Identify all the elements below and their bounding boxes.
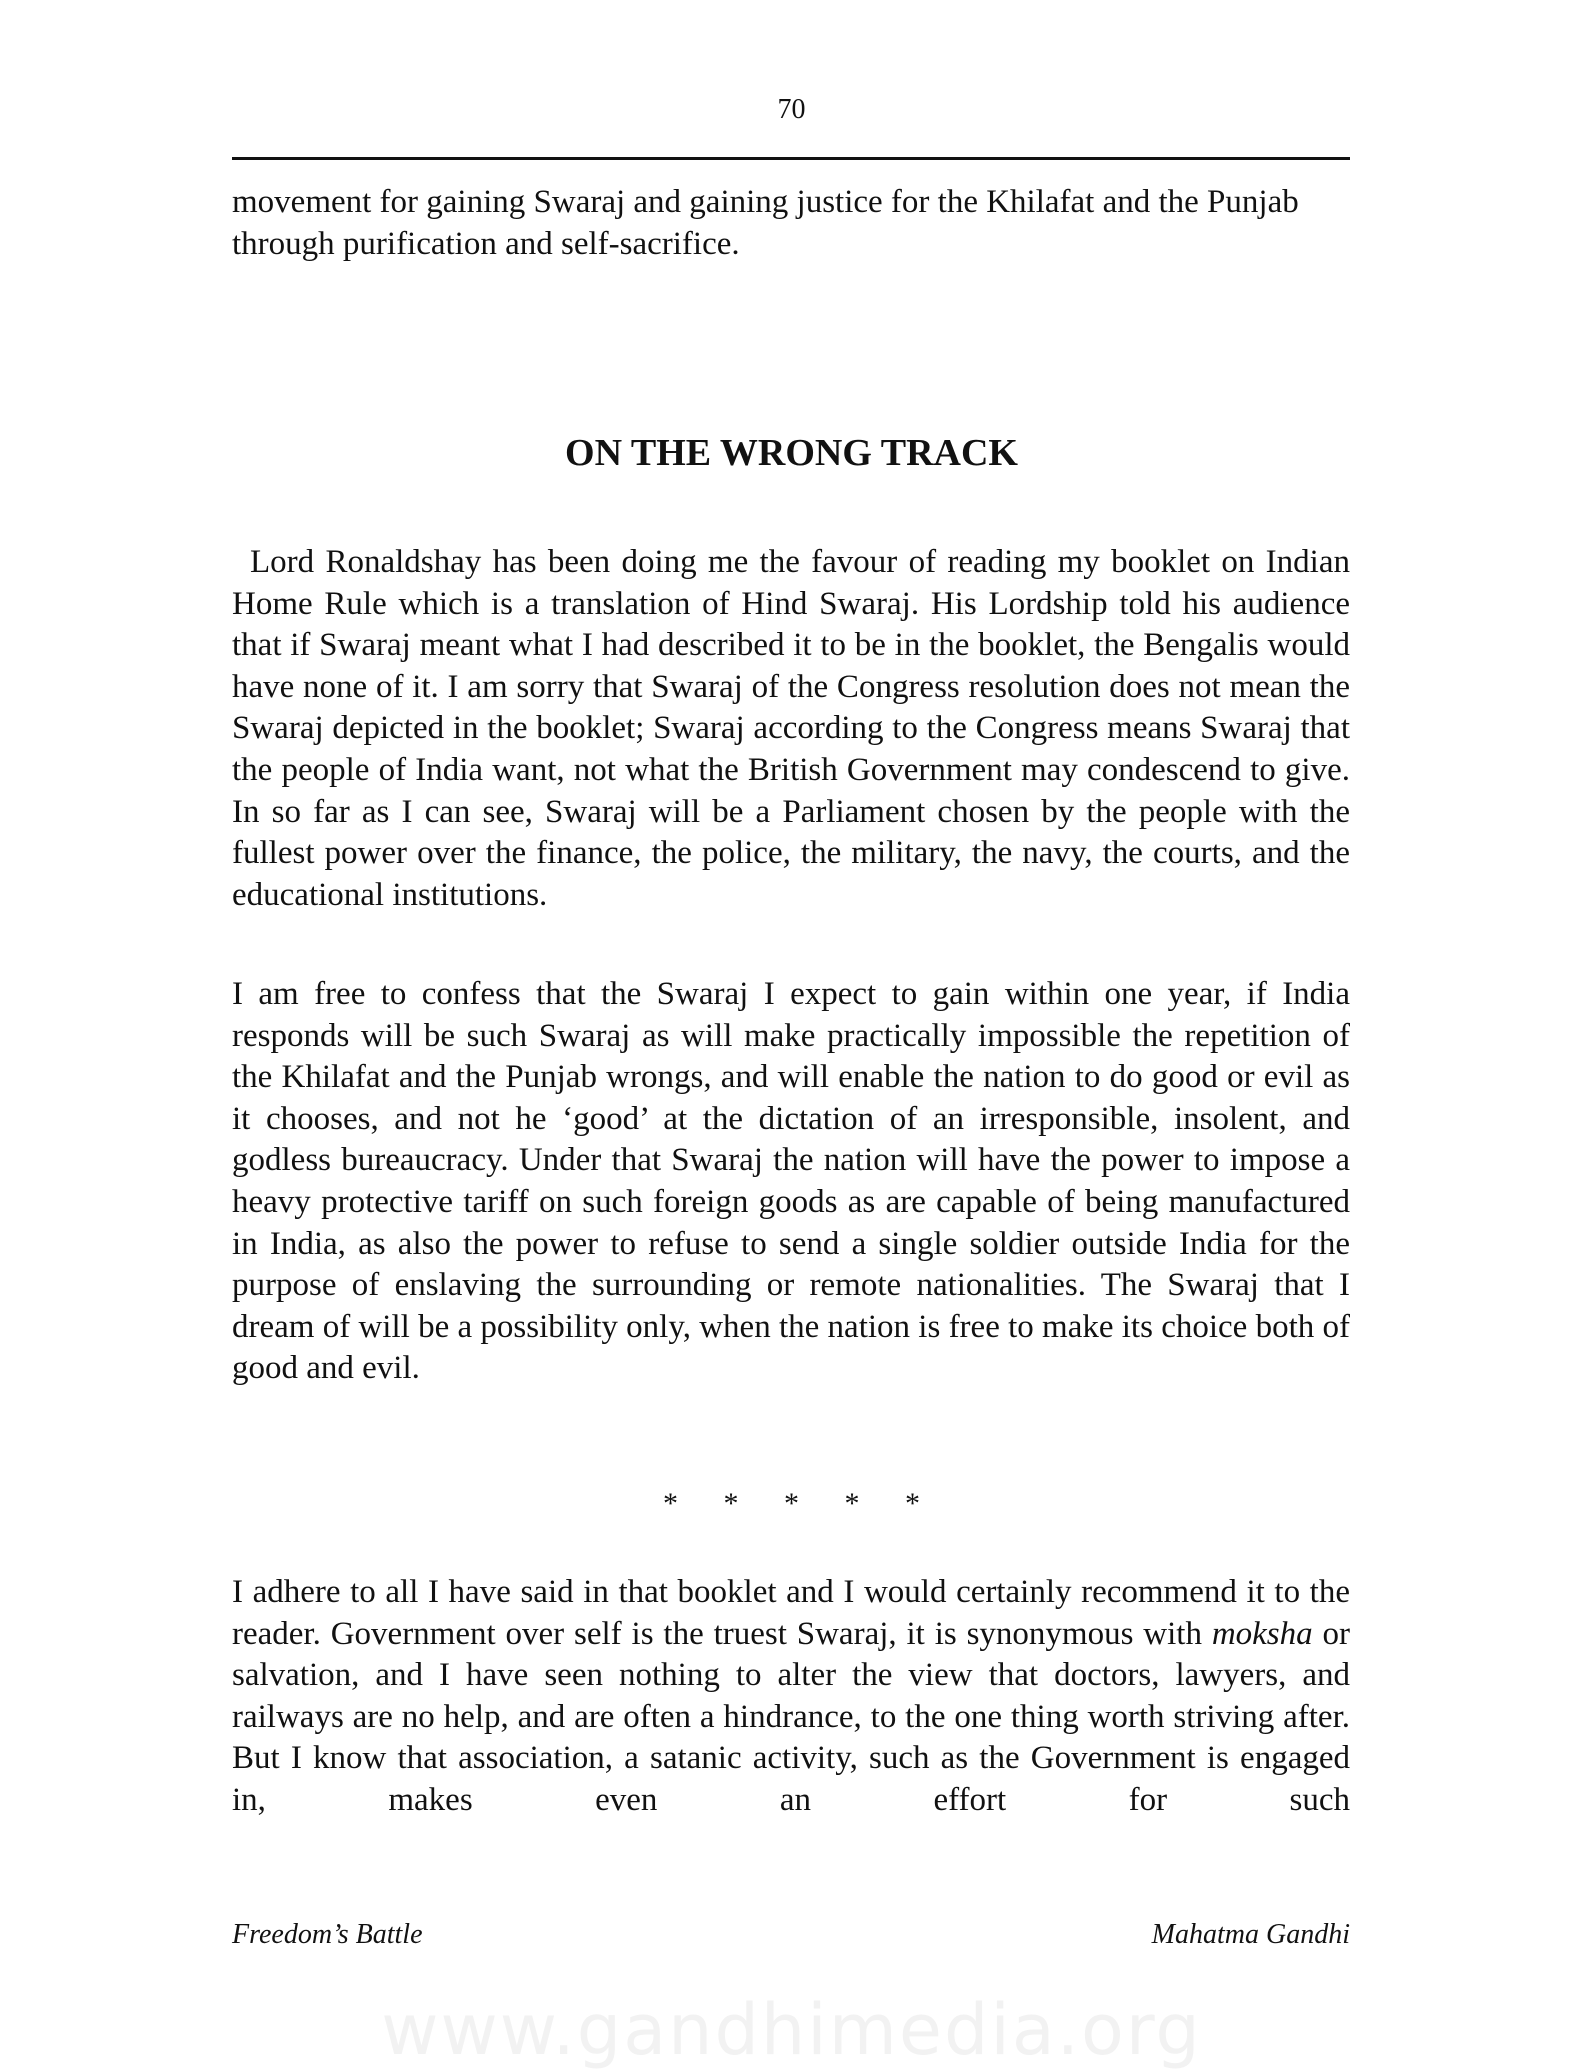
footer-book-title: Freedom’s Battle [232,1919,423,1950]
paragraph-3 [232,1572,1350,1822]
paragraph-3-part-1: I adhere to all I have said in that booklet and I would certainly recommend it to the reader. Government over self is the truest Swaraj, it is synonymous with [232,1574,1350,1652]
paragraph-3-italic-term: moksha [1211,1615,1313,1652]
intro-paragraph: movement for gaining Swaraj and gaining justice for the Khilafat and the Punjab through purification and self-sacrifice. [232,184,1299,262]
section-separator: * * * * * [663,1487,920,1520]
intro-text-block [232,182,1350,265]
paragraph-1-text: Lord Ronaldshay has been doing me the favour of reading my booklet on Indian Home Rule which is a translation of Hind Swaraj. His Lordship told his audience that if Swaraj meant what I had described it to be in the booklet, the Bengalis would have none of it. I am sorry that Swaraj of the Congress resolution does not mean the Swaraj depicted in the booklet; Swaraj according to the Congress means Swaraj that the people of India want, not what the British Government may condescend to give. In so far as I can see, Swaraj will be a Parliament chosen by the people with the fullest power over the finance, the police, the military, the navy, the courts, and the educational institutions. [232,544,1350,913]
paragraph-2 [232,974,1350,1390]
paragraph-2-text: I am free to confess that the Swaraj I expect to gain within one year, if India responds will be such Swaraj as will make practically impossible the repetition of the Khilafat and the Punjab wrongs, and will enable the nation to do good or evil as it chooses, and not he ‘good’ at the dictation of an irresponsible, insolent, and godless bureaucracy. Under that Swaraj the nation will have the power to impose a heavy protective tariff on such foreign goods as are capable of being manufactured in India, as also the power to refuse to send a single soldier outside India for the purpose of enslaving the surrounding or remote nationalities. The Swaraj that I dream of will be a possibility only, when the nation is free to make its choice both of good and evil. [232,976,1350,1387]
paragraph-1 [232,542,1350,916]
section-title: ON THE WRONG TRACK [565,432,1018,474]
paragraph-3-part-2: or salvation, and I have seen nothing to alter the view that doctors, lawyers, and railways are no help, and are often a hindrance, to the one thing worth striving after. But I know that association, a satanic activity, such as the Government is engaged in, makes even an effort for such [232,1615,1350,1818]
page-number: 70 [777,94,806,125]
watermark: www.gandhimedia.org [381,1989,1202,2071]
header-rule [232,157,1350,160]
paragraph-3-text [232,1572,1350,1822]
footer-author: Mahatma Gandhi [1151,1919,1350,1950]
